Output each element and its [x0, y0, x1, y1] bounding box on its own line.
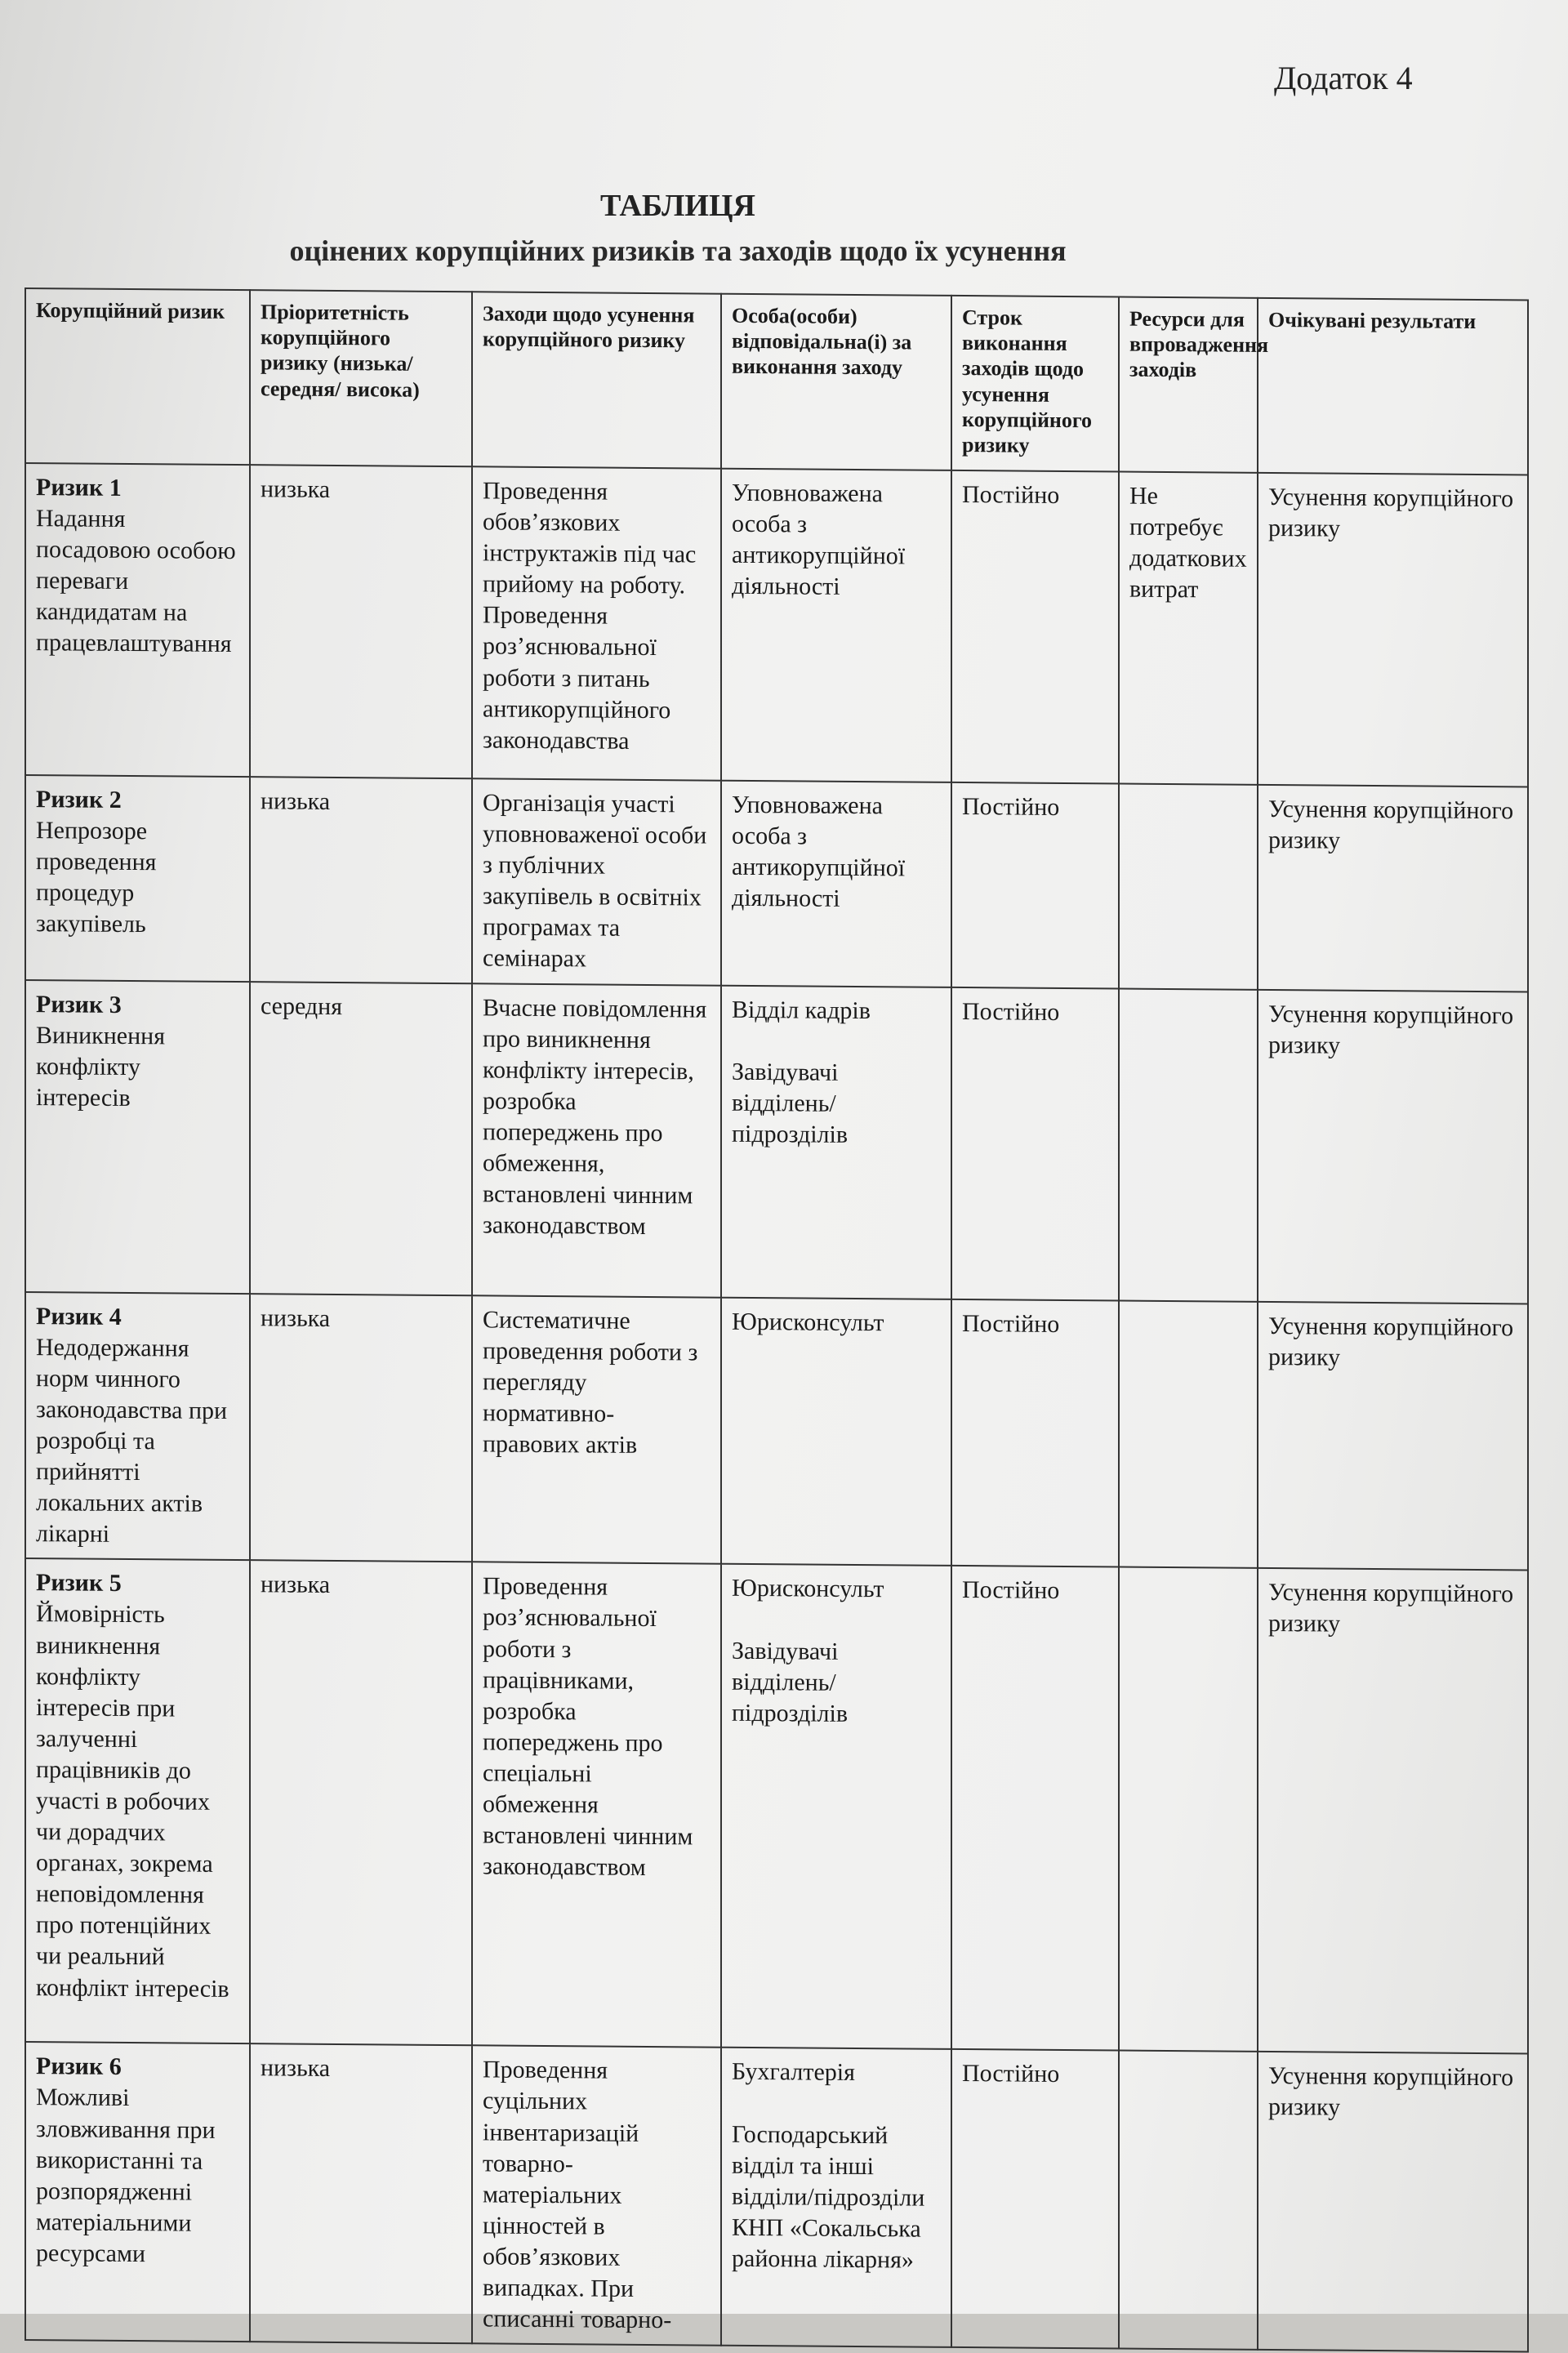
term-cell: Постійно [951, 987, 1119, 1300]
appendix-label: Додаток 4 [1274, 60, 1413, 96]
header-term: Строк виконання заходів щодо усунення корупційного ризику [951, 296, 1119, 472]
table-row [25, 775, 1528, 992]
resources-cell [1119, 1300, 1258, 1568]
header-results: Очікувані результати [1258, 298, 1528, 475]
risk-title: Ризик 6 [36, 2052, 122, 2081]
measures-cell: Проведення суцільних інвентаризацій товарно-матеріальних цінностей в обов’язкових випадках. При списанні товарно- [472, 2046, 721, 2346]
responsible-cell: Відділ кадрів Завідувачі відділень/підрозділів [721, 985, 951, 1299]
priority-cell: середня [250, 982, 472, 1295]
risk-cell [25, 775, 250, 982]
measures-cell: Проведення роз’яснювальної роботи з працівниками, розробка попереджень про спеціальні обмеження встановлені чинним законодавством [472, 1562, 721, 2048]
term-cell: Постійно [951, 782, 1119, 988]
risk-cell [25, 1292, 250, 1561]
term-cell: Постійно [951, 470, 1119, 784]
term-cell: Постійно [951, 1566, 1119, 2051]
result-cell: Усунення корупційного ризику [1258, 2052, 1528, 2351]
table-row [25, 2042, 1528, 2351]
resources-cell [1119, 1567, 1258, 2052]
risk-description: Ймовірність виникнення конфлікту інтересів при залученні працівників до участі в робочих чи дорадчих органах, зокрема неповідомлення про потенційних чи реальний конфлікт інтересів [36, 1600, 229, 2003]
risk-title: Ризик 5 [36, 1569, 122, 1598]
corruption-risk-table [24, 287, 1529, 2353]
priority-cell: низька [250, 465, 472, 778]
resources-cell: Не потребує додаткових витрат [1119, 472, 1258, 785]
responsible-cell: Уповноважена особа з антикорупційної діяльності [721, 781, 951, 987]
risk-cell [25, 980, 250, 1294]
table-title: ТАБЛИЦЯ [600, 189, 755, 223]
measures-cell: Проведення обов’язкових інструктажів під час прийому на роботу. Проведення роз’яснювальної роботи з питань антикорупційного законодавства [472, 466, 721, 780]
header-priority: Пріоритетність корупційного ризику (низька/середня/ висока) [250, 290, 472, 466]
header-measures: Заходи щодо усунення корупційного ризику [472, 292, 721, 468]
risk-cell [25, 1558, 250, 2043]
priority-cell: низька [250, 1560, 472, 2045]
table-row [25, 463, 1528, 787]
risk-title: Ризик 2 [36, 786, 122, 813]
result-cell: Усунення корупційного ризику [1258, 473, 1528, 787]
table-subtitle: оцінених корупційних ризиків та заходів щодо їх усунення [289, 234, 1067, 267]
header-responsible: Особа(особи) відповідальна(і) за виконання заходу [721, 294, 951, 470]
priority-cell: низька [250, 777, 472, 983]
measures-cell: Систематичне проведення роботи з перегляду нормативно-правових актів [472, 1295, 721, 1564]
priority-cell: низька [250, 1294, 472, 1562]
risk-description: Недодержання норм чинного законодавства при розробці та прийнятті локальних актів лікарні [36, 1333, 228, 1549]
table-header-row [25, 288, 1528, 475]
table-row [25, 1558, 1528, 2053]
term-cell: Постійно [951, 2049, 1119, 2348]
risk-description: Можливі зловживання при використанні та розпорядженні матеріальними ресурсами [36, 2083, 216, 2268]
responsible-cell: Уповноважена особа з антикорупційної діяльності [721, 469, 951, 782]
responsible-cell: Юрисконсульт Завідувачі відділень/ підрозділів [721, 1564, 951, 2049]
header-risk: Корупційний ризик [25, 288, 250, 465]
resources-cell [1119, 988, 1258, 1301]
responsible-cell: Юрисконсульт [721, 1297, 951, 1566]
risk-cell [25, 463, 250, 777]
table-row [25, 1292, 1528, 1571]
risk-cell [25, 2042, 250, 2342]
table-row [25, 980, 1528, 1304]
risk-title: Ризик 4 [36, 1302, 122, 1330]
risk-description: Виникнення конфлікту інтересів [36, 1021, 166, 1112]
risk-title: Ризик 3 [36, 990, 122, 1018]
measures-cell: Вчасне повідомлення про виникнення конфлікту інтересів, розробка попереджень про обмеження, встановлені чинним законодавством [472, 983, 721, 1297]
responsible-cell: Бухгалтерія Господарський відділ та інші відділи/підрозділи КНП «Сокальська районна лікарня» [721, 2048, 951, 2347]
risk-description: Надання посадовою особою переваги кандидатам на працевлаштування [36, 505, 236, 658]
result-cell: Усунення корупційного ризику [1258, 1568, 1528, 2054]
header-resources: Ресурси для впровадження заходів [1119, 297, 1258, 473]
measures-cell: Організація участі уповноваженої особи з публічних закупівель в освітніх програмах та семінарах [472, 778, 721, 985]
term-cell: Постійно [951, 1299, 1119, 1566]
result-cell: Усунення корупційного ризику [1258, 1301, 1528, 1570]
result-cell: Усунення корупційного ризику [1258, 785, 1528, 992]
resources-cell [1119, 2051, 1258, 2350]
risk-title: Ризик 1 [36, 474, 122, 501]
priority-cell: низька [250, 2043, 472, 2343]
resources-cell [1119, 784, 1258, 990]
result-cell: Усунення корупційного ризику [1258, 989, 1528, 1304]
risk-description: Непрозоре проведення процедур закупівель [36, 817, 157, 938]
